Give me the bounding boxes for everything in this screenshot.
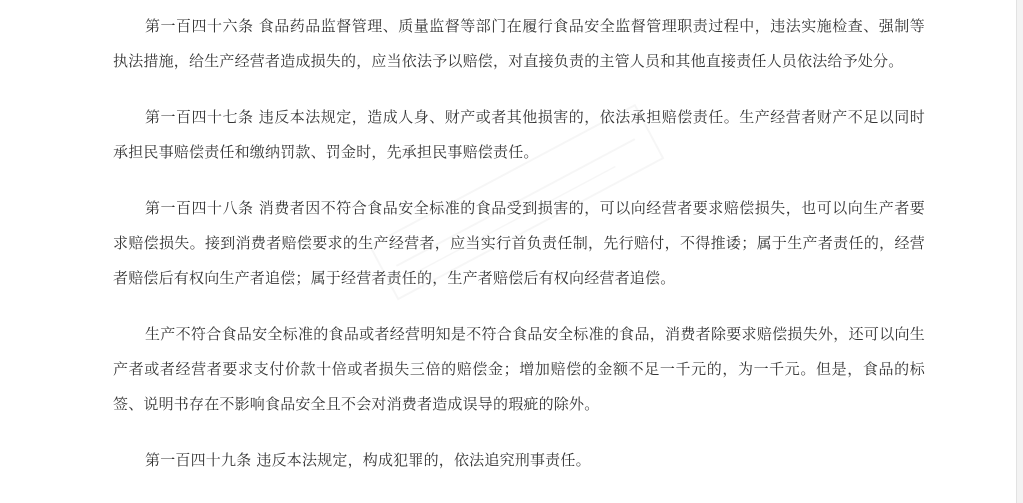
article-148-paragraph: 第一百四十八条 消费者因不符合食品安全标准的食品受到损害的，可以向经营者要求赔偿损失，也可以向生产者要求赔偿损失。接到消费者赔偿要求的生产经营者，应当实行首负责任制，先行赔付，不得推诿；属于生产者责任的，经营者赔偿后有权向生产者追偿；属于经营者责任的，生产者赔偿后有权向经营者追偿。 [113,199,925,287]
scrollbar-track[interactable] [1016,0,1023,503]
article-149-paragraph: 第一百四十九条 违反本法规定，构成犯罪的，依法追究刑事责任。 [145,451,591,469]
article-146-paragraph: 第一百四十六条 食品药品监督管理、质量监督等部门在履行食品安全监督管理职责过程中，违法实施检查、强制等执法措施，给生产经营者造成损失的，应当依法予以赔偿，对直接负责的主管人员和其他直接责任人员依法给予处分。 [113,17,925,70]
article-148-second-paragraph: 生产不符合食品安全标准的食品或者经营明知是不符合食品安全标准的食品，消费者除要求赔偿损失外，还可以向生产者或者经营者要求支付价款十倍或者损失三倍的赔偿金；增加赔偿的金额不足一千元的，为一千元。但是，食品的标签、说明书存在不影响食品安全且不会对消费者造成误导的瑕疵的除外。 [113,325,925,413]
article-147-paragraph: 第一百四十七条 违反本法规定，造成人身、财产或者其他损害的，依法承担赔偿责任。生产经营者财产不足以同时承担民事赔偿责任和缴纳罚款、罚金时，先承担民事赔偿责任。 [113,108,925,161]
law-article-body [113,9,925,478]
